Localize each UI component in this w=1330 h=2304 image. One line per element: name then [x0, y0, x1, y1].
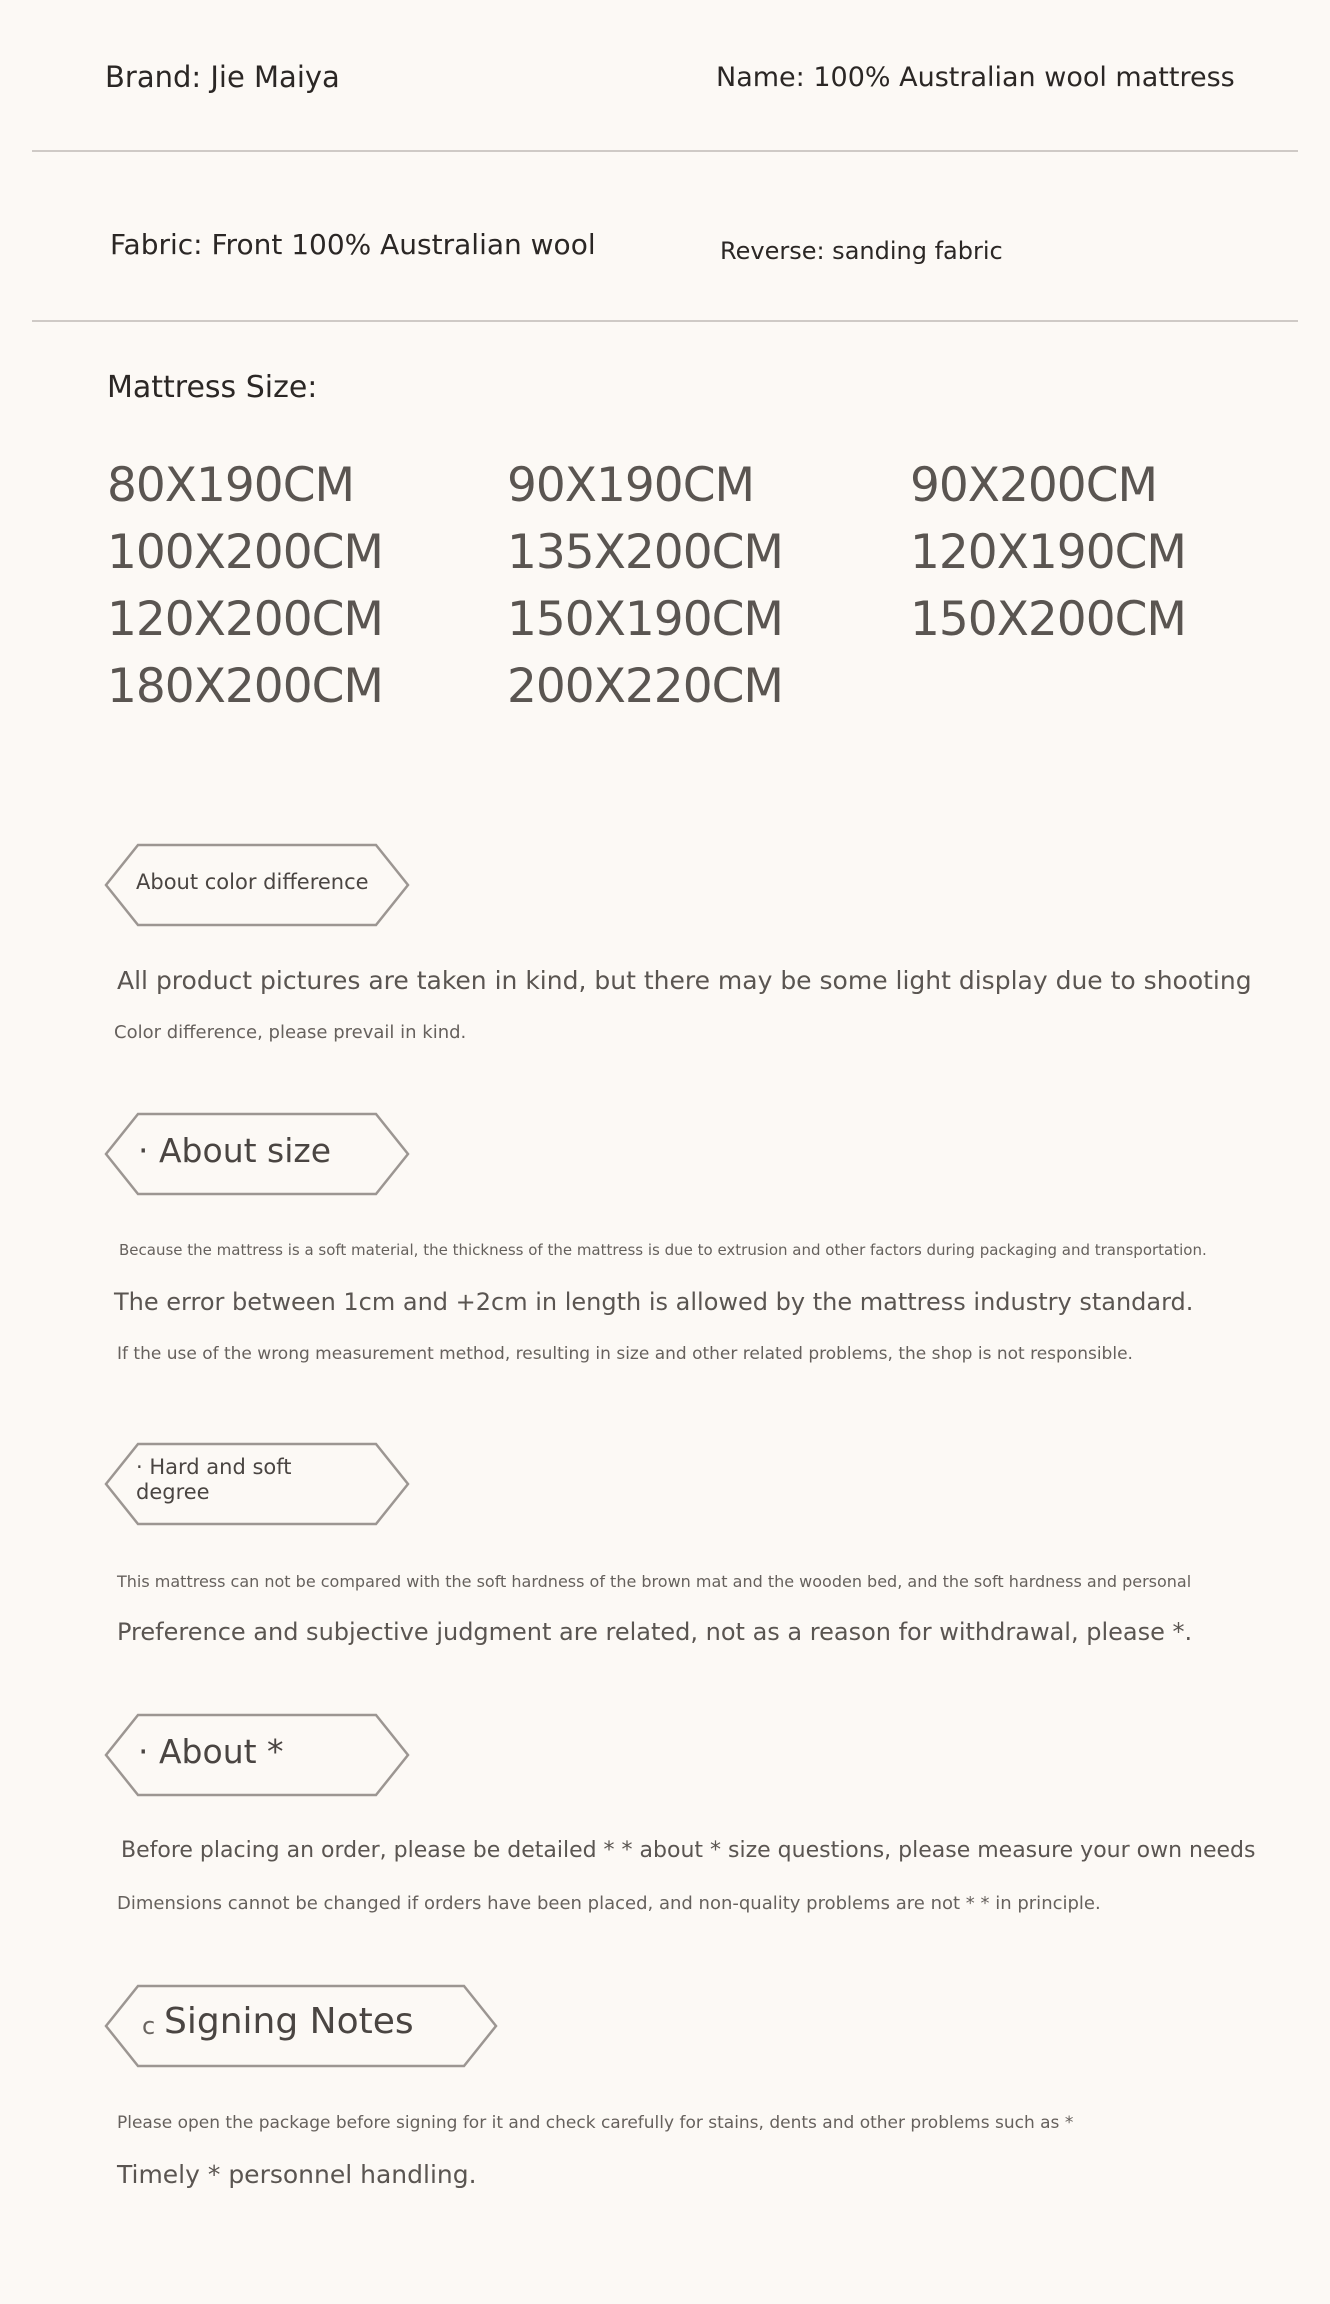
about-text-1: Before placing an order, please be detailed * * about * size questions, please measure your own needs — [121, 1838, 1256, 1863]
bullet-icon: c — [142, 2012, 156, 2040]
about-size-badge — [104, 1112, 410, 1196]
size-item: 120X190CM — [910, 525, 1186, 580]
size-item: 135X200CM — [507, 525, 783, 580]
badge-label: Signing Notes — [164, 2001, 414, 2042]
size-text-2: The error between 1cm and +2cm in length is allowed by the mattress industry standard. — [114, 1288, 1194, 1316]
fabric-label: Fabric: Front 100% Australian wool — [110, 228, 596, 261]
size-text-1: Because the mattress is a soft material, the thickness of the mattress is due to extrusion and other factors during packaging and transportation. — [119, 1241, 1207, 1259]
badge-label-line2: degree — [136, 1480, 210, 1504]
brand-label: Brand: Jie Maiya — [105, 60, 340, 94]
size-item: 180X200CM — [107, 659, 383, 714]
color-text-1: All product pictures are taken in kind, but there may be some light display due to shooting — [117, 966, 1252, 995]
hardness-text-2: Preference and subjective judgment are related, not as a reason for withdrawal, please *. — [117, 1618, 1193, 1646]
size-item: 200X220CM — [507, 659, 783, 714]
reverse-label: Reverse: sanding fabric — [720, 237, 1003, 265]
size-item: 150X190CM — [507, 592, 783, 647]
badge-label: About color difference — [136, 870, 369, 894]
size-item: 80X190CM — [107, 458, 355, 513]
size-item: 150X200CM — [910, 592, 1186, 647]
color-difference-badge — [104, 843, 410, 927]
about-text-2: Dimensions cannot be changed if orders have been placed, and non-quality problems are not * * in principle. — [117, 1893, 1101, 1914]
size-text-3: If the use of the wrong measurement method, resulting in size and other related problems, the shop is not responsible. — [117, 1344, 1133, 1364]
sizes-title: Mattress Size: — [107, 370, 318, 405]
signing-text-2: Timely * personnel handling. — [117, 2160, 477, 2189]
about-badge — [104, 1713, 410, 1797]
hardness-badge — [104, 1442, 410, 1526]
color-text-2: Color difference, please prevail in kind. — [114, 1022, 467, 1043]
badge-label-line1: · Hard and soft — [136, 1455, 292, 1479]
signing-notes-badge — [104, 1984, 498, 2068]
size-item: 90X190CM — [507, 458, 755, 513]
divider — [32, 150, 1298, 152]
badge-label: · About size — [138, 1131, 332, 1170]
size-item: 90X200CM — [910, 458, 1158, 513]
divider — [32, 320, 1298, 322]
size-item: 120X200CM — [107, 592, 383, 647]
badge-label: · About * — [138, 1732, 284, 1771]
hardness-text-1: This mattress can not be compared with the soft hardness of the brown mat and the wooden bed, and the soft hardness and personal — [117, 1572, 1192, 1591]
size-item: 100X200CM — [107, 525, 383, 580]
signing-text-1: Please open the package before signing for it and check carefully for stains, dents and other problems such as * — [117, 2113, 1074, 2133]
product-name: Name: 100% Australian wool mattress — [716, 62, 1235, 93]
